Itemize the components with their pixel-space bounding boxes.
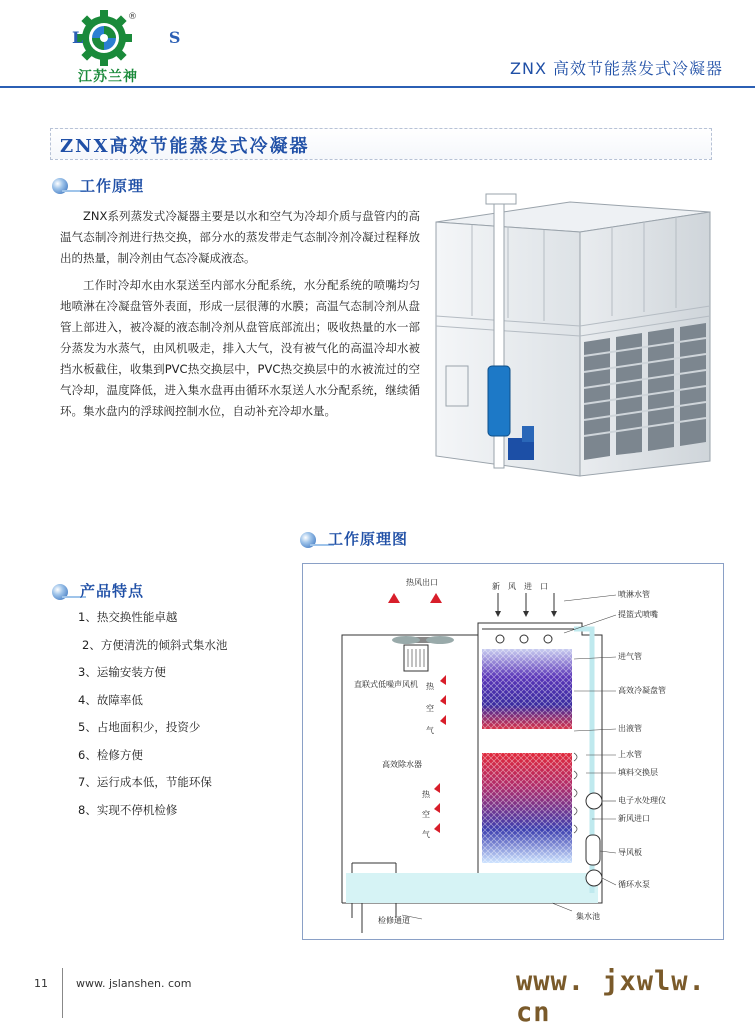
label-inspection: 检修通道 (378, 916, 410, 925)
label-hot-air-1: 热 (426, 682, 434, 691)
page-title: ZNX高效节能蒸发式冷凝器 (60, 136, 310, 157)
watermark: www. jxwlw. cn (516, 966, 706, 1028)
principle-heading: 工作原理 (80, 177, 145, 195)
header-title: ZNX 高效节能蒸发式冷凝器 (510, 59, 723, 78)
feature-item: 4、故障率低 (78, 692, 143, 707)
label-fill: 填料交换层 (618, 768, 658, 777)
feature-item: 1、热交换性能卓越 (78, 610, 178, 624)
brand-name: 江苏兰神 (78, 69, 138, 85)
condenser-unit-image (430, 176, 715, 488)
feature-item: 3、运输安装方便 (78, 665, 166, 679)
footer-url[interactable]: www. jslanshen. com (76, 977, 192, 990)
label-sump: 集水池 (576, 912, 600, 921)
label-water-in: 上水管 (618, 750, 642, 759)
label-guide: 导风板 (618, 848, 642, 857)
feature-item: 8、实现不停机检修 (78, 802, 178, 817)
label-gas-in: 进气管 (618, 652, 642, 661)
label-pump: 循环水泵 (618, 880, 650, 889)
feature-item: 7、运行成本低，节能环保 (78, 775, 212, 789)
label-fan: 直联式低噪声风机 (354, 680, 418, 689)
label-spray-pipe: 喷淋水管 (618, 590, 650, 599)
registered-mark: ® (128, 12, 137, 22)
header-divider (0, 86, 755, 88)
label-hot-air-out: 热风出口 (406, 578, 438, 587)
label-nozzle: 提篮式喷嘴 (618, 610, 658, 619)
diagram-heading: 工作原理图 (328, 530, 409, 548)
page-number: 11 (34, 977, 48, 990)
principle-paragraph-2: 工作时冷却水由水泵送至内部水分配系统，水分配系统的喷嘴均匀地喷淋在冷凝盘管外表面，形成一层很薄的水膜；高温气态制冷剂从盘管上部进入，被冷凝的液态制冷剂从盘管底部流出；吸收热量的水一部分蒸发为水蒸气，由风机吸走，排入大气，没有被气化的高温冷却水被挡水板截住，收集到PVC热交换层中，PVC热交换层中的水被流过的空气冷却，温度降低，进入集水盘再由循环水泵送人水分配系统，继续循环。集水盘内的浮球阀控制水位，自动补充冷却水量。 (60, 278, 420, 418)
features-list (78, 604, 227, 824)
label-hot-air-5: 空 (422, 810, 430, 819)
features-heading: 产品特点 (80, 582, 145, 600)
label-eliminator: 高效除水器 (382, 760, 422, 769)
label-fresh-air-in: 新 风 进 口 (492, 582, 548, 591)
label-air-in: 新风进口 (618, 814, 650, 823)
feature-item: 2、方便清洗的倾斜式集水池 (82, 637, 228, 652)
logo-letters: L S (72, 28, 221, 47)
feature-item: 5、占地面积少，投资少 (78, 720, 201, 734)
footer-divider (62, 968, 63, 1018)
principle-paragraph-1: ZNX系列蒸发式冷凝器主要是以水和空气为冷却介质与盘管内的高温气态制冷剂进行热交换，部分水的蒸发带走气态制冷剂冷凝过程释放出的热量，制冷剂由气态冷凝成液态。 (60, 209, 420, 265)
label-coil: 高效冷凝盘管 (618, 686, 666, 695)
label-ewt: 电子水处理仪 (618, 796, 666, 805)
principle-diagram (302, 563, 722, 938)
label-hot-air-2: 空 (426, 704, 434, 713)
label-hot-air-6: 气 (422, 830, 430, 839)
label-liquid-out: 出液管 (618, 724, 642, 733)
feature-item: 6、检修方便 (78, 747, 143, 762)
label-hot-air-3: 气 (426, 726, 434, 735)
label-hot-air-4: 热 (422, 790, 430, 799)
